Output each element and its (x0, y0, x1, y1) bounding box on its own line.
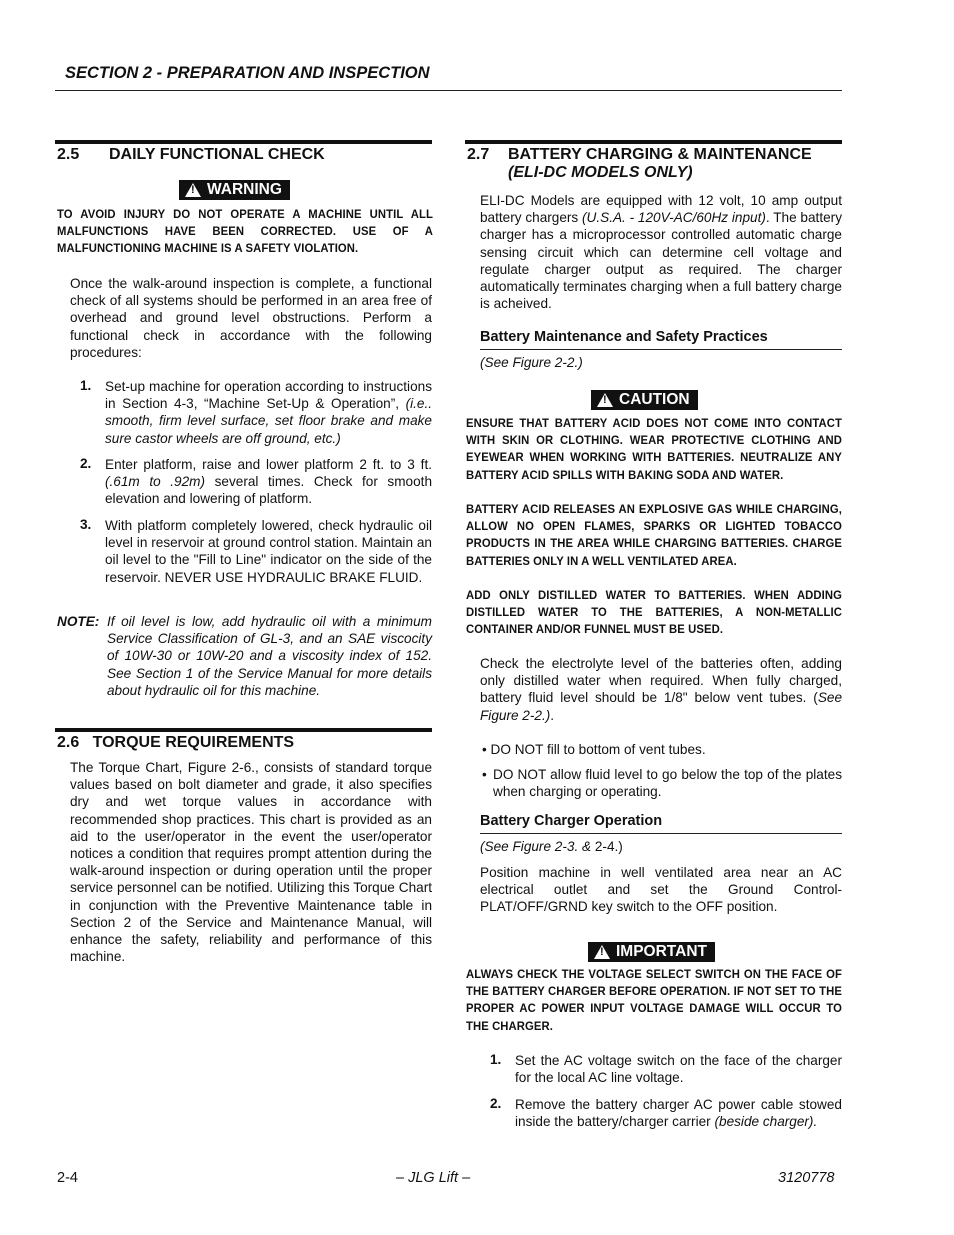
battery-intro: ELI-DC Models are equipped with 12 volt, 10 amp output battery chargers (U.S.A. - 120V-AC/60Hz input). The battery charger has a microprocessor controlled automatic charge sensing circuit which can determine cell voltage and regulate charger output as required. The charger automatically terminates charging when a full battery charge is acheived. (480, 193, 842, 312)
section-number: 2.7 (467, 146, 490, 163)
warning-triangle-icon (594, 945, 610, 959)
caution-badge (591, 390, 698, 410)
list-item: Set-up machine for operation according to instructions in Section 4-3, “Machine Set-Up & Operation”, (i.e.. smooth, firm level surface, set floor brake and make sure castor wheels are off ground, etc.) (105, 379, 432, 446)
important-label: IMPORTANT (616, 943, 707, 960)
list-number: 3. (80, 517, 92, 532)
section-subtitle: (ELI-DC MODELS ONLY) (508, 164, 693, 181)
caution-text-2: BATTERY ACID RELEASES AN EXPLOSIVE GAS WHILE CHARGING, ALLOW NO OPEN FLAMES, SPARKS OR LIGHTED TOBACCO PRODUCTS IN THE AREA WHILE CHARGING BATTERIES. CHARGE BATTERIES ONLY IN A WELL VENTILATED AREA. (466, 502, 842, 568)
section-title: DAILY FUNCTIONAL CHECK (109, 146, 325, 163)
heading-2-6 (57, 734, 294, 752)
caution-text-3: ADD ONLY DISTILLED WATER TO BATTERIES. WHEN ADDING DISTILLED WATER TO THE BATTERIES, A NON-METALLIC CONTAINER AND/OR FUNNEL MUST BE USED. (466, 588, 842, 637)
list-item: With platform completely lowered, check hydraulic oil level in reservoir at ground control station. Maintain an oil level to the "Fill to Line" indicator on the side of the reservoir. NEVER USE HYDRAULIC BRAKE FLUID. (105, 518, 432, 585)
maintenance-subheading: Battery Maintenance and Safety Practices (480, 329, 768, 345)
list-number: 1. (490, 1052, 502, 1067)
heading-bar-2-7 (465, 140, 842, 144)
list-number: 2. (490, 1096, 502, 1111)
footer-center: – JLG Lift – (396, 1170, 471, 1186)
heading-bar-2-6 (55, 728, 432, 732)
subheading-rule (480, 833, 842, 834)
section-title: BATTERY CHARGING & MAINTENANCE (508, 146, 812, 163)
note-label: NOTE: (57, 614, 100, 629)
section-number: 2.6 (57, 734, 80, 751)
important-badge (588, 942, 715, 962)
warning-triangle-icon (185, 183, 201, 197)
section-number: 2.5 (57, 146, 80, 163)
heading-2-5 (57, 146, 325, 164)
warning-triangle-icon (597, 393, 613, 407)
warning-badge (179, 180, 290, 200)
important-text: ALWAYS CHECK THE VOLTAGE SELECT SWITCH ON THE FACE OF THE BATTERY CHARGER BEFORE OPERATION. IF NOT SET TO THE PROPER AC POWER INPUT VOLTAGE DAMAGE WILL OCCUR TO THE CHARGER. (466, 967, 842, 1033)
caution-text-1: ENSURE THAT BATTERY ACID DOES NOT COME INTO CONTACT WITH SKIN OR CLOTHING. WEAR PROTECTIVE CLOTHING AND EYEWEAR WHEN WORKING WITH BATTERIES. NEUTRALIZE ANY BATTERY ACID SPILLS WITH BAKING SODA AND WATER. (466, 416, 842, 482)
section-header: SECTION 2 - PREPARATION AND INSPECTION (65, 64, 430, 82)
header-rule (55, 90, 842, 91)
list-item: Set the AC voltage switch on the face of the charger for the local AC line voltage. (515, 1053, 842, 1086)
list-item: • DO NOT fill to bottom of vent tubes. (482, 742, 706, 757)
note-text: If oil level is low, add hydraulic oil with a minimum Service Classification of GL-3, and an SAE viscocity of 10W-30 or 10W-20 and a viscosity index of 152. See Section 1 of the Service Manual for more details about hydraulic oil for this machine. (107, 614, 432, 698)
document-number: 3120778 (778, 1170, 835, 1186)
warning-text: TO AVOID INJURY DO NOT OPERATE A MACHINE UNTIL ALL MALFUNCTIONS HAVE BEEN CORRECTED. USE OF A MALFUNCTIONING MACHINE IS A SAFETY VIOLATION. (57, 207, 433, 256)
list-item: Remove the battery charger AC power cable stowed inside the battery/charger carrier (beside charger). (515, 1097, 842, 1130)
figure-reference: (See Figure 2-3. & 2-4.) (480, 839, 623, 854)
list-item: Enter platform, raise and lower platform 2 ft. to 3 ft. (.61m to .92m) several times. Check for smooth elevation and lowering of platform. (105, 457, 433, 507)
charger-subheading: Battery Charger Operation (480, 813, 663, 829)
list-number: 2. (80, 456, 92, 471)
section-title: TORQUE REQUIREMENTS (92, 734, 295, 751)
functional-check-intro: Once the walk-around inspection is complete, a functional check of all systems should be performed in an area free of overhead and ground level obstructions. Perform a functional check in accordance with the following procedures: (70, 276, 432, 360)
torque-body: The Torque Chart, Figure 2-6., consists of standard torque values based on bolt diameter and grade, it also specifies dry and wet torque values in accordance with recommended shop practices. This chart is provided as an aid to the user/operator in the event the user/operator notices a condition that requires prompt attention during the walk-around inspection or during operation until the proper service personnel can be notified. Utilizing this Torque Chart in conjunction with the Preventive Maintenance table in Section 2 of the Service and Maintenance Manual, will enhance the safety, reliability and performance of this machine. (70, 760, 432, 965)
list-item: • DO NOT allow fluid level to go below the top of the plates when charging or operating. (482, 767, 842, 800)
list-number: 1. (80, 378, 92, 393)
bullet-icon: • (482, 767, 487, 782)
electrolyte-check: Check the electrolyte level of the batteries often, adding only distilled water when required. When fully charged, battery fluid level should be 1/8" below vent tubes. (See Figure 2-2.). (480, 656, 842, 723)
bullet-icon: • (482, 742, 487, 757)
warning-label: WARNING (207, 181, 282, 198)
heading-2-7 (467, 146, 812, 164)
figure-reference: (See Figure 2-2.) (480, 355, 583, 370)
caution-label: CAUTION (619, 391, 690, 408)
page-number: 2-4 (57, 1170, 78, 1186)
position-instructions: Position machine in well ventilated area near an AC electrical outlet and set the Ground Control-PLAT/OFF/GRND key switch to the OFF position. (480, 865, 842, 915)
heading-bar-2-5 (55, 140, 432, 144)
subheading-rule (480, 349, 842, 350)
